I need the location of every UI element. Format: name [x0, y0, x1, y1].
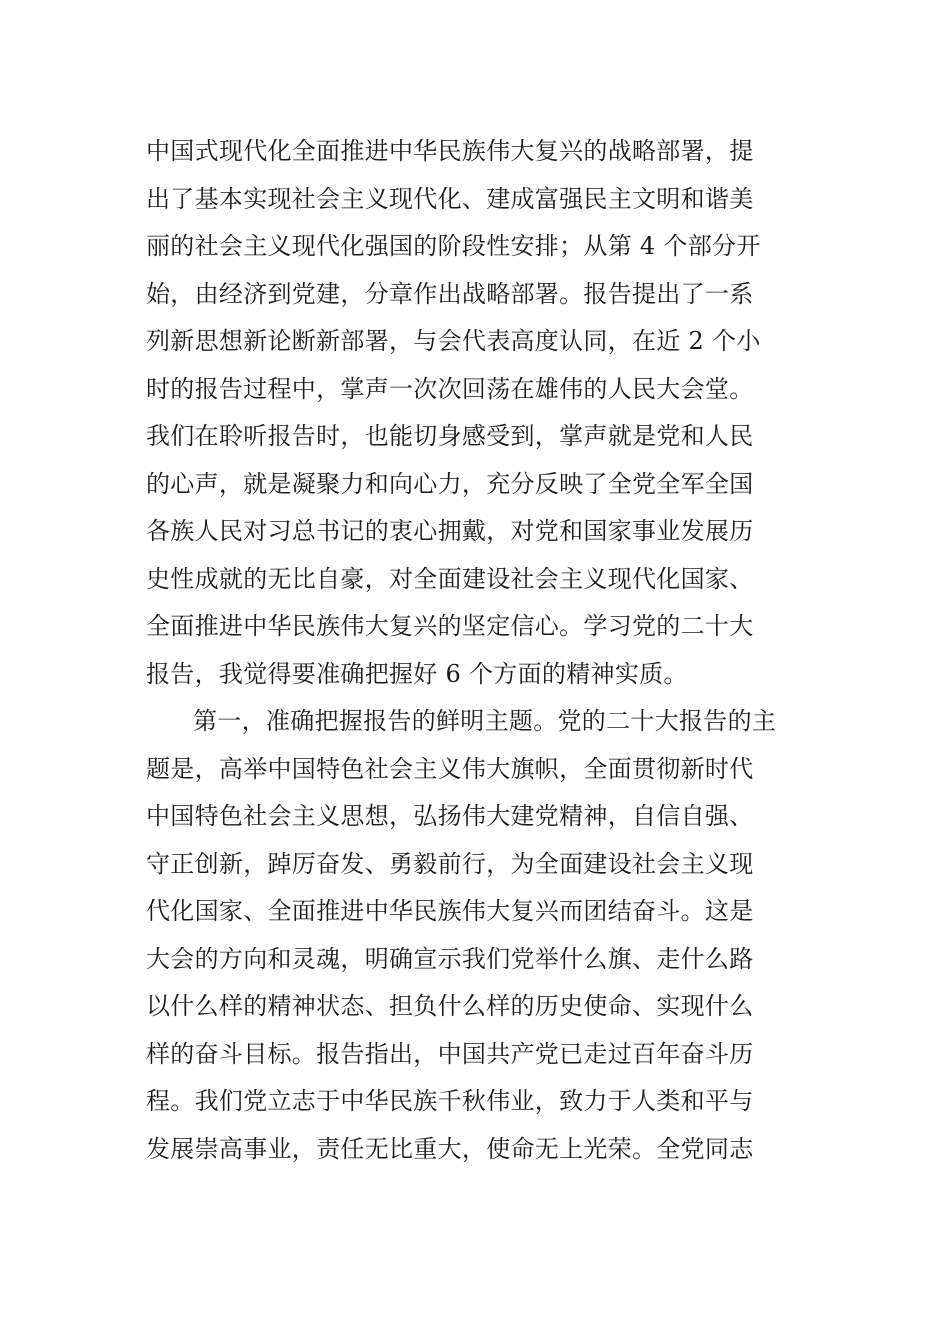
text-line: 中国特色社会主义思想，弘扬伟大建党精神，自信自强、 — [146, 802, 754, 830]
text-line: 以什么样的精神状态、担负什么样的历史使命、实现什么 — [146, 992, 754, 1020]
text-line: 大会的方向和灵魂，明确宣示我们党举什么旗、走什么路 — [146, 944, 754, 973]
text-line: 始，由经济到党建，分章作出战略部署。报告提出了一系 — [146, 279, 754, 308]
text-line: 报告，我觉得要准确把握好 6 个方面的精神实质。 — [146, 659, 688, 688]
text-line: 史性成就的无比自豪，对全面建设社会主义现代化国家、 — [146, 564, 754, 593]
text-line: 代化国家、全面推进中华民族伟大复兴而团结奋斗。这是 — [146, 897, 754, 925]
text-line: 样的奋斗目标。报告指出，中国共产党已走过百年奋斗历 — [146, 1039, 754, 1068]
text-line: 丽的社会主义现代化强国的阶段性安排；从第 4 个部分开 — [146, 232, 761, 260]
text-line: 列新思想新论断新部署，与会代表高度认同，在近 2 个小 — [146, 327, 761, 355]
text-line: 题是，高举中国特色社会主义伟大旗帜，全面贯彻新时代 — [146, 754, 754, 783]
text-line: 的心声，就是凝聚力和向心力，充分反映了全党全军全国 — [146, 469, 754, 498]
text-line: 发展崇高事业，责任无比重大，使命无上光荣。全党同志 — [146, 1134, 754, 1163]
paragraph-first-line: 第一，准确把握报告的鲜明主题。党的二十大报告的主 — [193, 707, 777, 735]
text-line: 程。我们党立志于中华民族千秋伟业，致力于人类和平与 — [146, 1087, 754, 1115]
text-line: 全面推进中华民族伟大复兴的坚定信心。学习党的二十大 — [146, 612, 754, 640]
text-line: 守正创新，踔厉奋发、勇毅前行，为全面建设社会主义现 — [146, 849, 754, 878]
text-line: 各族人民对习总书记的衷心拥戴，对党和国家事业发展历 — [146, 517, 754, 545]
text-line: 我们在聆听报告时，也能切身感受到，掌声就是党和人民 — [146, 422, 754, 450]
body-text — [146, 128, 826, 1173]
text-line: 中国式现代化全面推进中华民族伟大复兴的战略部署，提 — [146, 137, 754, 165]
text-line: 出了基本实现社会主义现代化、建成富强民主文明和谐美 — [146, 184, 754, 213]
text-line: 时的报告过程中，掌声一次次回荡在雄伟的人民大会堂。 — [146, 374, 754, 403]
